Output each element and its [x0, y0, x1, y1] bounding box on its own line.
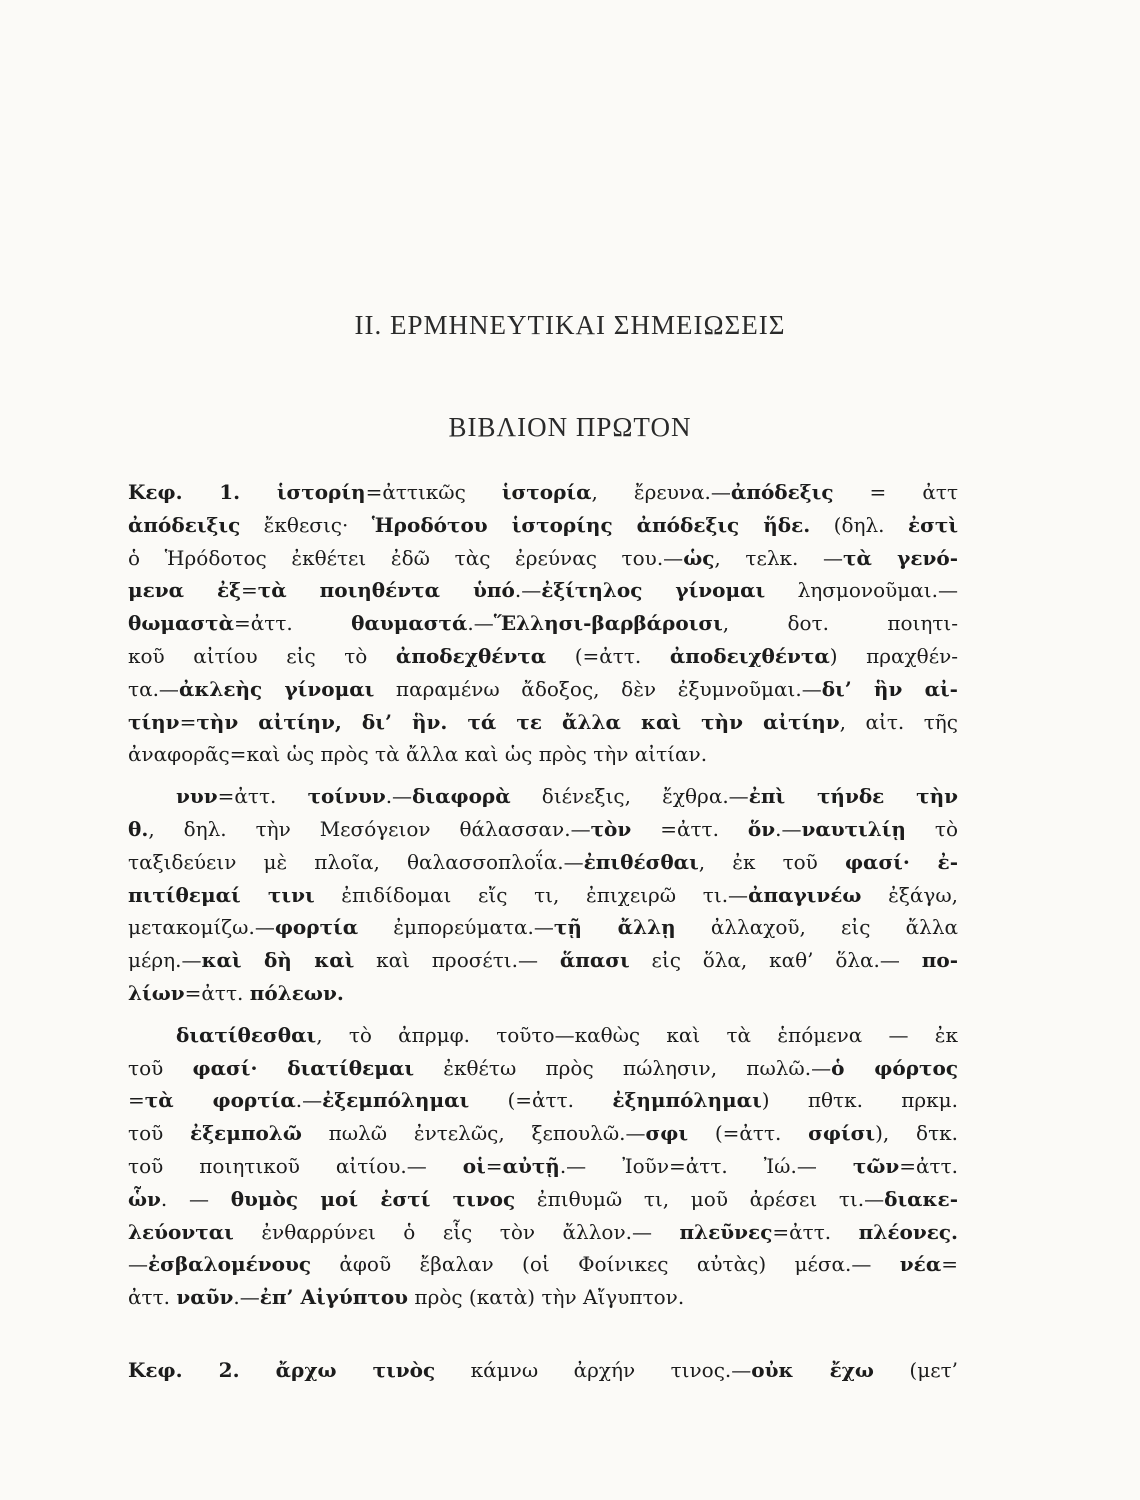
gloss-text: τα.—	[128, 676, 179, 701]
text-line	[128, 1218, 958, 1246]
bold-term: σφι	[645, 1121, 689, 1146]
gloss-text: κάμνω ἀρχήν τινος.—	[435, 1358, 752, 1382]
gloss-text: παραμένω ἄδοξος, δὲν ἐξυμνοῦμαι.—	[374, 676, 822, 701]
bold-term: ὧν	[128, 1186, 161, 1211]
gloss-text: τοῦ	[128, 1055, 193, 1080]
bold-term: ἀπόδειξις	[128, 512, 241, 537]
gloss-text: =ἀττ.	[217, 784, 308, 809]
gloss-text: .—	[467, 611, 494, 636]
bold-term: ἐπ’ Αἰγύπτου	[259, 1285, 409, 1310]
bold-term: ἀπόδεξις	[730, 480, 834, 504]
bold-term: νέα	[899, 1252, 942, 1277]
gloss-text: ἀφοῦ ἔβαλαν (οἱ Φοίνικες αὐτὰς) μέσα.—	[311, 1252, 900, 1277]
text-line	[128, 1283, 958, 1311]
text-line	[128, 1054, 958, 1082]
bold-term: θαυμαστά	[351, 611, 468, 636]
gloss-text: ἀναφορᾶς=καὶ ὡς πρὸς τὰ ἄλλα καὶ ὡς πρὸς τὴν αἰτίαν.	[128, 742, 708, 767]
bold-term: ἱστορία	[501, 480, 592, 504]
section-title: ΙΙ. ΕΡΜΗΝΕΥΤΙΚΑΙ ΣΗΜΕΙΩΣΕΙΣ	[354, 310, 786, 340]
gloss-text: μετακομίζω.—	[128, 915, 275, 940]
gloss-text: , ἐκ τοῦ	[698, 849, 845, 874]
gloss-text: . —	[160, 1186, 231, 1211]
bold-term: ἀποδεχθέντα	[395, 644, 547, 668]
gloss-text: .—	[295, 1088, 323, 1113]
bold-term: ἐπιθέσθαι	[583, 849, 699, 874]
bold-term: θ.	[128, 817, 149, 841]
bold-term: δι’ ἣν αἰ-	[821, 676, 958, 701]
gloss-text: ἐνθαρρύνει ὁ εἷς τὸν ἄλλον.—	[233, 1219, 680, 1244]
bold-term: τὰ ποιηθέντα ὑπό	[257, 578, 515, 603]
bold-term: ἀκλεὴς γίνομαι	[178, 676, 375, 701]
bold-term: ὁ φόρτος	[831, 1055, 959, 1080]
text-line	[128, 1250, 958, 1278]
text-line	[128, 848, 958, 876]
bold-term: Ἕλλησι-βαρβάροισι	[493, 611, 723, 636]
text-line	[128, 642, 958, 670]
gloss-text: ἐμπορεύματα.—	[358, 915, 554, 940]
bold-term: τίην	[128, 709, 180, 734]
text-line	[128, 913, 958, 941]
text-line	[128, 609, 958, 637]
gloss-text: πωλῶ ἐντελῶς, ξεπουλῶ.—	[301, 1121, 646, 1146]
gloss-text: πρὸς (κατὰ) τὴν Αἴγυπτον.	[408, 1285, 685, 1310]
bold-term: ἐπὶ τήνδε τὴν	[748, 784, 958, 809]
gloss-text: ὁ Ἡρόδοτος ἐκθέτει ἐδῶ τὰς ἐρεύνας του.—	[128, 545, 684, 570]
gloss-text: (=ἀττ.	[469, 1088, 613, 1113]
text-line	[176, 1021, 958, 1049]
gloss-text: (=ἀττ.	[546, 644, 670, 668]
text-line	[128, 1119, 958, 1147]
gloss-text: (=ἀττ.	[688, 1121, 809, 1146]
text-line	[128, 576, 958, 604]
gloss-text: .—	[385, 784, 413, 809]
gloss-text: λησμονοῦμαι.—	[765, 578, 958, 603]
gloss-text: =ἀττ.	[772, 1219, 859, 1244]
bold-term: ὅν	[747, 817, 776, 841]
bold-term: λίων	[128, 981, 185, 1005]
gloss-text: =ἀττικῶς	[365, 480, 502, 504]
gloss-text: μέρη.—	[128, 948, 202, 973]
gloss-text: .—	[514, 578, 542, 603]
bold-term: διατίθεσθαι	[176, 1022, 317, 1047]
bold-term: ὡς	[683, 545, 715, 570]
bold-term: διακε-	[884, 1186, 958, 1211]
gloss-text: εἰς ὅλα, καθ’ ὅλα.—	[629, 948, 922, 973]
gloss-text: ἐκθέτω πρὸς πώλησιν, πωλῶ.—	[414, 1055, 832, 1080]
bold-term: αὐτῇ	[502, 1154, 560, 1178]
gloss-text: , τὸ ἀπρμφ. τοῦτο—καθὼς καὶ τὰ ἑπόμενα — ἐκ	[316, 1022, 958, 1047]
text-line	[128, 1185, 958, 1213]
gloss-text: τοῦ ποιητικοῦ αἰτίου.—	[128, 1154, 463, 1178]
gloss-text: ἔκθεσις·	[240, 512, 372, 537]
gloss-text: , δοτ. ποιητι-	[722, 611, 959, 636]
bold-term: οἱ	[462, 1154, 486, 1178]
bold-term: πο-	[921, 948, 958, 973]
gloss-text: ταξιδεύειν μὲ πλοῖα, θαλασσοπλοΐα.—	[128, 849, 584, 874]
text-line	[176, 782, 958, 810]
bold-term: νυν	[176, 784, 218, 809]
gloss-text: , αἰτ. τῆς	[839, 709, 958, 734]
bold-term: τὰ φορτία	[144, 1088, 296, 1113]
bold-term: τῶν	[852, 1154, 900, 1178]
bold-term: Ἡροδότου ἱστορίης ἀπόδεξις ἥδε.	[371, 512, 811, 537]
bold-term: μενα ἐξ	[128, 578, 242, 603]
bold-term: Κεφ. 1.	[128, 480, 277, 504]
bold-term: τὴν αἰτίην, δι’ ἣν. τά τε ἄλλα καὶ τὴν αἰτίην	[196, 709, 840, 734]
gloss-text: ) πραχθέν-	[829, 644, 958, 668]
bold-term: ἐξημπόλημαι	[612, 1088, 762, 1113]
bold-term: ἐξεμπολῶ	[190, 1121, 302, 1146]
gloss-text: , δηλ. τὴν Μεσόγειον θάλασσαν.—	[148, 817, 591, 841]
gloss-text: (μετ’	[873, 1358, 959, 1382]
gloss-text: .— Ἰοῦν=ἀττ. Ἰώ.—	[559, 1154, 853, 1178]
gloss-text: ), δτκ.	[875, 1121, 958, 1146]
gloss-text: =ἀττ.	[184, 981, 250, 1005]
book-title: ΒΙΒΛΙΟΝ ΠΡΩΤΟΝ	[448, 412, 692, 442]
gloss-text: διένεξις, ἔχθρα.—	[510, 784, 749, 809]
bold-term: ἀπαγινέω	[748, 882, 862, 907]
bold-term: ναυτιλίῃ	[801, 817, 906, 841]
gloss-text: =ἀττ.	[631, 817, 748, 841]
gloss-text: ) πθτκ. πρκμ.	[761, 1088, 958, 1113]
gloss-text: τοῦ	[128, 1121, 191, 1146]
bold-term: ναῦν	[176, 1285, 234, 1310]
bold-term: τῇ ἄλλῃ	[553, 915, 676, 940]
gloss-text: = ἀττ	[833, 480, 959, 504]
bold-term: πλεῦνες	[679, 1219, 773, 1244]
gloss-text: .—	[775, 817, 802, 841]
bold-term: ἐξεμπόλημαι	[322, 1088, 470, 1113]
text-line	[128, 979, 958, 1007]
bold-term: τὸν	[590, 817, 632, 841]
gloss-text: ἐπιδίδομαι εἴς τι, ἐπιχειρῶ τι.—	[314, 882, 749, 907]
text-line	[128, 946, 958, 974]
gloss-text: κοῦ αἰτίου εἰς τὸ	[128, 644, 396, 668]
gloss-text: .—	[233, 1285, 260, 1310]
text-line	[128, 511, 958, 539]
gloss-text: =	[179, 709, 197, 734]
bold-term: λεύονται	[128, 1219, 234, 1244]
bold-term: σφίσι	[808, 1121, 876, 1146]
gloss-text: ἐξάγω,	[861, 882, 958, 907]
bold-term: φασί· διατίθεμαι	[192, 1055, 415, 1080]
bold-term: ἄρχω τινὸς	[275, 1358, 436, 1382]
text-line	[128, 478, 958, 506]
bold-term: οὐκ ἔχω	[751, 1358, 874, 1382]
bold-term: πλέονες.	[858, 1219, 958, 1244]
bold-term: διαφορὰ	[412, 784, 511, 809]
text-line	[128, 815, 958, 843]
text-line	[128, 881, 958, 909]
gloss-text: ἐπιθυμῶ τι, μοῦ ἀρέσει τι.—	[515, 1186, 885, 1211]
bold-term: ἐξίτηλος γίνομαι	[541, 578, 766, 603]
gloss-text: , ἔρευνα.—	[591, 480, 731, 504]
gloss-text: =	[241, 578, 258, 603]
text-line	[128, 740, 958, 768]
bold-term: πιτίθεμαί τινι	[128, 882, 315, 907]
text-line	[128, 544, 958, 572]
gloss-text: =	[128, 1088, 145, 1113]
text-line	[128, 1152, 958, 1180]
text-line	[128, 1086, 958, 1114]
bold-term: φασί· ἐ-	[844, 849, 959, 874]
gloss-text: , τελκ. —	[714, 545, 844, 570]
bold-term: τοίνυν	[307, 784, 386, 809]
gloss-text: τὸ	[905, 817, 959, 841]
bold-term: Κεφ. 2.	[128, 1358, 276, 1382]
bold-term: θυμὸς μοί ἐστί τινος	[230, 1186, 516, 1211]
bold-term: ἐστὶ	[907, 512, 959, 537]
text-line	[128, 675, 958, 703]
gloss-text: =	[485, 1154, 503, 1178]
gloss-text: —	[128, 1252, 148, 1277]
bold-term: ἀποδειχθέντα	[669, 644, 830, 668]
gloss-text: =	[941, 1252, 958, 1277]
gloss-text: ἀλλαχοῦ, εἰς ἄλλα	[675, 915, 958, 940]
bold-term: τὰ γενό-	[843, 545, 959, 570]
gloss-text: =ἀττ.	[899, 1154, 959, 1178]
text-line	[128, 708, 958, 736]
gloss-text: (δηλ.	[810, 512, 908, 537]
bold-term: ἅπασι	[559, 948, 630, 973]
bold-term: καὶ δὴ καὶ	[201, 948, 355, 973]
text-line	[128, 1356, 958, 1384]
bold-term: θωμαστὰ	[128, 611, 235, 636]
bold-term: πόλεων.	[249, 981, 344, 1005]
bold-term: ἱστορίη	[276, 480, 366, 504]
gloss-text: ἀττ.	[128, 1285, 177, 1310]
gloss-text: =ἀττ.	[234, 611, 352, 636]
bold-term: ἐσβαλομένους	[148, 1252, 312, 1277]
gloss-text: καὶ προσέτι.—	[354, 948, 560, 973]
bold-term: φορτία	[274, 915, 359, 940]
